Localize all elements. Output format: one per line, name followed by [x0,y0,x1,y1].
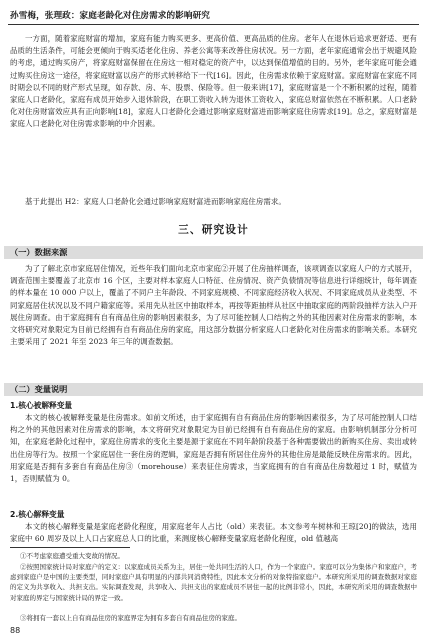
subsection-data-source: （一）数据来源 [4,246,423,259]
subsubsection-dependent-variable: 1.核心被解释变量 [10,401,73,410]
page-number: 88 [10,626,21,635]
paragraph-hypothesis-h2: 基于此提出 H2：家庭人口老龄化会通过影响家庭财富进而影响家庭住房需求。 [25,197,286,206]
subsection-variables: （二）变量说明 [4,383,423,396]
section-title: 三、研究设计 [178,224,249,236]
footnote-rule [10,547,130,548]
footnote-1: ①不考虑家庭遭受重大变故的情况。 [20,552,124,560]
footnote-3: ③将拥有一套以上自有商品住房的家庭界定为拥有多套自有商品住房的家庭。 [20,614,241,622]
paragraph-independent-variable: 本文的核心解释变量是家庭老龄化程度，用家庭老年人占比（old）来表征。本文参考车树林和王琼[20]的做法，选用家庭中 60 周岁及以上人口占家庭总人口的比重，来测度核心解释变量家庭老龄化程度，old 值越高 [10,522,417,544]
running-head: 孙雪梅，张理政：家庭老龄化对住房需求的影响研究 [10,11,210,21]
footnote-2: ②按照国家统计局对家庭户的定义：以家庭成员关系为主，居住一处共同生活的人口，作为一个家庭户。家庭可以分为集体户和家庭户，考虑到家庭户是中国的主要类型，同时家庭户具有明显的内部共同消费特性，因此本文分析的对象特指家庭户。本研究所采用的调查数据对家庭的定义为共享收入、共担支出。实际调查发现，共享收入、共担支出的家庭成员不居住一起的比例非常小，因此，本研究所采用的调查数据中对家庭的界定与国家统计局的界定一致。 [10,563,417,602]
paragraph-data-source: 为了了解北京市家庭居住情况，近些年我们面向北京市家庭②开展了住房抽样调查，该项调查以家庭人户的方式展开，调查范围主要覆盖了北京市 16 个区，主要对样本家庭人口特征、住房情况、资产负债情况等信息进行详细统计，每年调查的样本量在 10 000 户以上，覆盖了不同户主年龄段、不同家庭规模、不同家庭经济收入状况、不同家庭成员从业类型、不同家庭居住状况以及不同户籍家庭等。采用先从社区中抽取样本，再按等距抽样从社区中抽取家庭的两阶段抽样方法入户开展住房调查。由于家庭拥有自有商品住房的影响因素很多，为了尽可能控制人口结构之外的其他因素对住房需求的影响，本文将研究对象限定为目前已经拥有自有商品住房的家庭，用这部分数据分析家庭人口老龄化对住房需求的影响关系。本研究主要采用了 2021 年至 2023 年三年的调查数据。 [10,264,417,347]
subsubsection-independent-variable: 2.核心解释变量 [10,510,65,519]
paragraph-wealth-mechanism: 一方面，随着家庭财富的增加，家庭有能力购买更多、更高价值、更高品质的住房。老年人在退休后追求更舒适、更有品质的生活条件，可能会更倾向于购买适老化住房、养老公寓等来改善住房状况。另一方面，老年家庭通常会出于规避风险的考虑，通过购买房产，将家庭财富保留在住房这一相对稳定的资产中，以达到保值增值的目的。另外，老年家庭可能会通过购买住房这一途径，将家庭财富以房产的形式转移给下一代[16]。因此，住房需求依赖于家庭财富。家庭财富在家庭不同时期会以不同的财产形式呈现，如存款、房、车、股票、保险等。但一般来讲[17]，家庭财富是一个不断积累的过程，随着家庭人口老龄化，家庭有成员开始步入退休阶段，在职工资收入转为退休工资收入，家庭总财富依然在不断积累。人口老龄化对住房财富效应具有正向影响[18]，家庭人口老龄化会通过影响家庭财富进而影响家庭住房需求[19]。总之，家庭财富是家庭人口老龄化对住房需求影响的中介因素。 [10,34,417,129]
header-rule [8,24,419,25]
paragraph-dependent-variable: 本文的核心被解释变量是住房需求。如前文所述，由于家庭拥有自有商品住房的影响因素很多，为了尽可能控制人口结构之外的其他因素对住房需求的影响，本文将研究对象限定为目前已经拥有自有商品住房的家庭。由影响机制部分分析可知，在家庭老龄化过程中，家庭住房需求的变化主要是源于家庭在不同年龄阶段基于各种需要做出的新购买住房、卖出或转出住房等行为。按照一个家庭居住一套住房的逻辑，家庭是否拥有所居住住房外的其他住房是最能反映住房需求的。因此，用家庭是否拥有多套自有商品住房③（morehouse）来表征住房需求，当家庭拥有的自有商品住房数超过 1 时，赋值为 1，否则赋值为 0。 [10,413,417,484]
